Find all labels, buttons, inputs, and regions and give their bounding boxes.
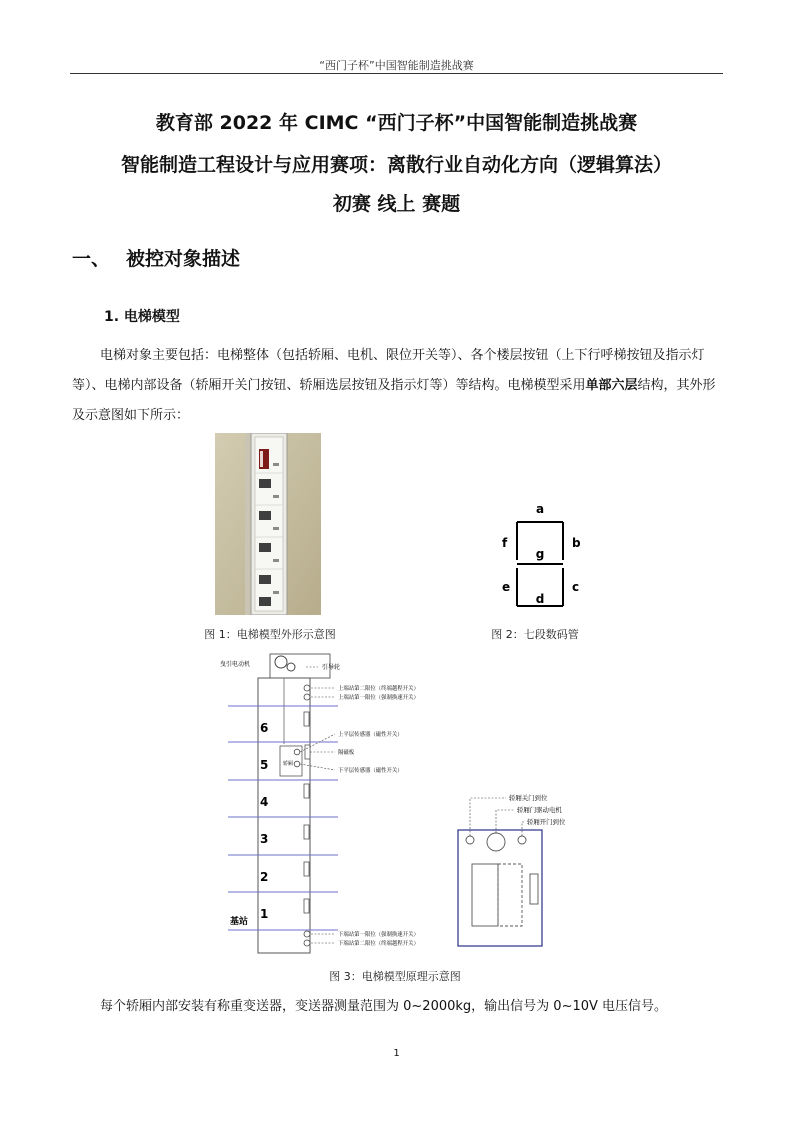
paragraph-weighing-sensor — [72, 992, 726, 1022]
paragraph-weighing-text: 每个轿厢内部安装有称重变送器，变送器测量范围为 0~2000kg，输出信号为 0~10V 电压信号。 — [100, 999, 668, 1014]
segment-label-a: a — [535, 502, 545, 516]
segment-label-d: d — [535, 592, 545, 606]
door-open-label: 轿厢开门到位 — [527, 818, 566, 826]
traction-motor-icon — [275, 656, 287, 668]
car-label: 轿厢 — [283, 761, 294, 767]
seven-segment-diagram — [490, 496, 590, 612]
section-number: 一、 — [72, 248, 111, 270]
segment-label-c: c — [572, 580, 580, 594]
elevator-principle-diagram — [210, 652, 590, 958]
title-line-1: 教育部 2022 年 CIMC “西门子杯”中国智能制造挑战赛 — [155, 112, 638, 134]
figure-2-caption: 图 2：七段数码管 — [491, 628, 579, 641]
title-line-3: 初赛 线上 赛题 — [332, 193, 461, 215]
floor-number-3: 3 — [260, 832, 269, 846]
page-number: 1 — [393, 1048, 400, 1059]
car-door-detail — [458, 830, 542, 946]
running-header: “西门子杯”中国智能制造挑战赛 — [319, 59, 474, 72]
base-station-label: 基站 — [230, 917, 249, 927]
traction-motor-label: 曳引电动机 — [220, 661, 251, 668]
segment-label-f: f — [502, 536, 508, 550]
segment-label-g: g — [535, 547, 545, 561]
figure-3-caption: 图 3：电梯模型原理示意图 — [329, 970, 461, 983]
section-heading — [72, 244, 240, 271]
door-motor-label: 轿厢门驱动电机 — [517, 806, 562, 814]
floor-number-2: 2 — [260, 870, 269, 884]
car-door-panel — [472, 864, 498, 926]
paragraph-elevator-description — [72, 341, 726, 431]
elevator-model-photo — [215, 433, 321, 615]
guide-wheel-icon — [287, 663, 295, 671]
door-closed-label: 轿厢关门到位 — [509, 794, 548, 802]
traction-motor-box — [270, 654, 330, 678]
magnet-plate-label: 隔磁板 — [338, 750, 355, 756]
lower-level-sensor-label: 下平层传感器（磁性开关） — [338, 768, 403, 774]
paragraph-text-2: 结构，其外形及示意图如下所示： — [72, 378, 716, 423]
section-title: 被控对象描述 — [126, 248, 241, 270]
header-divider — [70, 73, 723, 74]
subsection-heading: 1. 电梯模型 — [104, 309, 180, 325]
paragraph-bold-text: 单部六层 — [585, 378, 638, 393]
upper-level-sensor-label: 上平层传感器（磁性开关） — [338, 732, 403, 738]
figure-1-caption: 图 1：电梯模型外形示意图 — [204, 628, 336, 641]
upper-limit-1-label: 上端站第一限位（强制换速开关） — [338, 695, 419, 701]
car-door-open-position — [498, 864, 522, 926]
floor-number-4: 4 — [260, 795, 269, 809]
lower-limit-1-label: 下端站第一限位（强制换速开关） — [338, 932, 419, 938]
title-line-2: 智能制造工程设计与应用赛项：离散行业自动化方向（逻辑算法） — [120, 154, 672, 176]
floor-number-6: 6 — [260, 721, 269, 735]
segment-label-e: e — [502, 580, 511, 594]
floor-number-1: 1 — [260, 907, 269, 921]
segment-label-b: b — [572, 536, 581, 550]
lower-limit-2-label: 下端站第二限位（终端越程开关） — [338, 941, 419, 947]
paragraph-text-1: 电梯对象主要包括：电梯整体（包括轿厢、电机、限位开关等）、各个楼层按钮（上下行呼梯按钮及指示灯等）、电梯内部设备（轿厢开关门按钮、轿厢选层按钮及指示灯等）等结构。电梯模型采用 — [72, 348, 705, 393]
upper-limit-2-label: 上端站第二限位（终端越程开关） — [338, 686, 419, 692]
guide-wheel-label: 引导轮 — [322, 664, 341, 671]
floor-number-5: 5 — [260, 758, 269, 772]
